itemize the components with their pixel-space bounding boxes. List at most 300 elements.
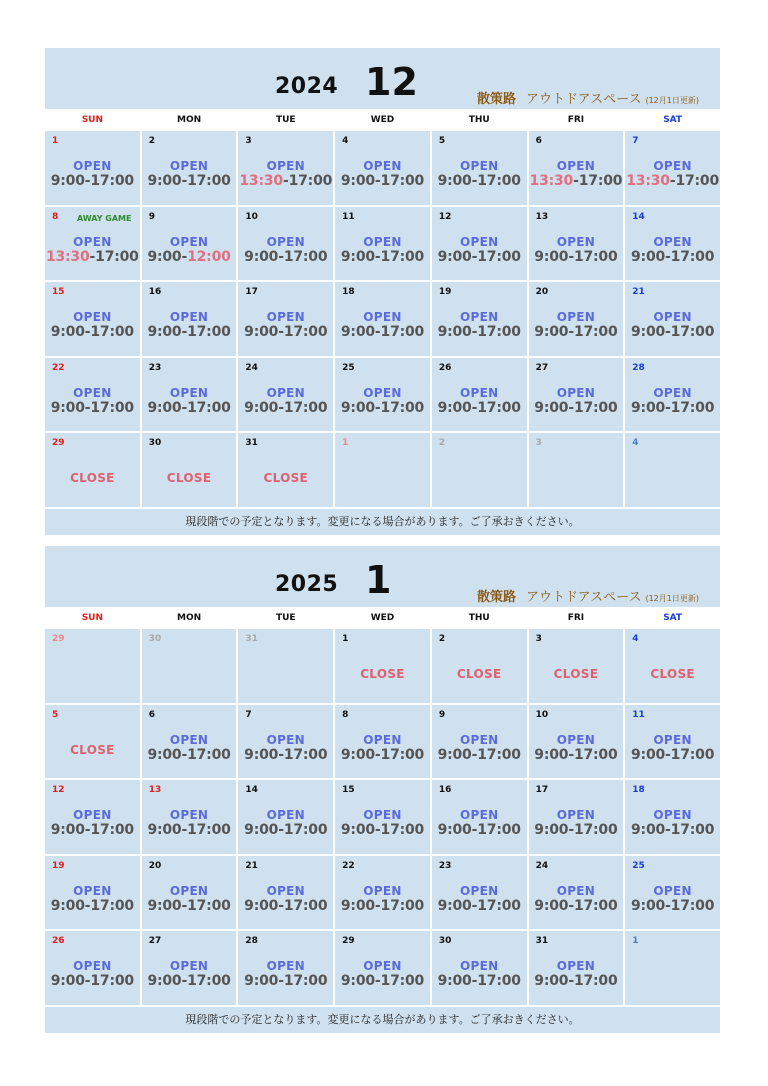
closing-time: 17:00 (670, 822, 715, 838)
venue-name: 散策路 (477, 92, 517, 107)
status-open: OPEN (653, 883, 692, 898)
day-number: 29 (52, 634, 65, 644)
opening-time: 9:00 (340, 399, 375, 416)
opening-hours (432, 324, 527, 340)
closing-time: 17:00 (670, 746, 715, 763)
closing-time: 17:00 (477, 897, 521, 914)
day-number: 21 (245, 860, 258, 871)
opening-hours (45, 822, 140, 838)
closing-time: 17:00 (573, 822, 618, 838)
opening-time: 9:00 (50, 973, 85, 989)
day-cell (625, 358, 720, 432)
time-separator: - (89, 248, 96, 265)
closing-time: 17:00 (283, 973, 328, 989)
closing-time: 17:00 (187, 324, 231, 340)
day-number: 6 (148, 709, 155, 720)
closing-time: 17:00 (380, 399, 425, 416)
closing-time: 17:00 (573, 973, 618, 989)
day-cell (529, 705, 624, 779)
opening-time: 9:00 (340, 746, 375, 763)
status-open: OPEN (266, 883, 305, 898)
closing-time: 17:00 (187, 897, 231, 914)
closing-time: 17:00 (670, 897, 715, 914)
opening-time: 9:00 (50, 399, 85, 416)
opening-hours (142, 747, 237, 763)
status-open: OPEN (653, 310, 692, 324)
day-cell (142, 131, 237, 205)
opening-hours (529, 898, 624, 914)
time-separator: - (374, 399, 381, 416)
day-number: 19 (438, 287, 452, 297)
time-separator: - (568, 248, 574, 265)
calendar-header (45, 48, 720, 109)
day-number: 18 (632, 785, 645, 795)
day-cell (238, 931, 333, 1005)
time-separator: - (278, 973, 284, 989)
day-cell (335, 931, 430, 1005)
closing-time: 17:00 (477, 822, 521, 838)
opening-hours (625, 324, 720, 340)
day-number: 29 (52, 438, 65, 448)
time-separator: - (374, 173, 381, 189)
status-open: OPEN (459, 883, 499, 898)
day-number: 4 (632, 634, 639, 644)
day-number: 31 (245, 438, 258, 448)
status-open: OPEN (73, 883, 112, 898)
day-number: 8 (52, 211, 59, 222)
day-cell (432, 856, 527, 930)
status-open: OPEN (459, 959, 499, 973)
day-cell (335, 282, 430, 356)
opening-time: 9:00 (244, 248, 279, 265)
day-cell (432, 780, 527, 854)
day-number: 25 (342, 362, 355, 373)
venue-label (477, 586, 699, 605)
day-cell (432, 358, 527, 432)
time-separator: - (278, 248, 284, 265)
day-number: 20 (148, 860, 162, 871)
day-cell (142, 705, 237, 779)
status-open: OPEN (73, 385, 112, 400)
status-open: OPEN (169, 385, 209, 400)
day-number: 25 (632, 860, 645, 871)
weekday-header-thu: THU (432, 111, 527, 129)
time-separator: - (665, 399, 671, 416)
day-cell (625, 780, 720, 854)
day-cell (432, 433, 527, 507)
opening-hours (529, 324, 624, 340)
status-open: OPEN (266, 310, 305, 324)
day-number: 17 (535, 785, 549, 795)
venue-label (477, 88, 699, 107)
day-cell (432, 131, 527, 205)
time-separator: - (471, 173, 478, 189)
day-number: 2 (438, 438, 446, 448)
status-open: OPEN (556, 808, 596, 822)
day-number: 30 (148, 634, 162, 644)
status-open: OPEN (169, 959, 209, 973)
weekday-header-tue: TUE (238, 609, 333, 627)
day-number: 15 (52, 287, 65, 297)
day-number: 31 (535, 936, 549, 946)
day-number: 10 (245, 211, 258, 222)
time-separator: - (568, 399, 574, 416)
closing-time: 17:00 (477, 324, 521, 340)
weekday-header-mon: MON (142, 111, 237, 129)
opening-time: 9:00 (50, 173, 85, 189)
day-number: 29 (342, 936, 355, 946)
closing-time: 17:00 (670, 324, 715, 340)
day-cell (142, 282, 237, 356)
day-cell (625, 705, 720, 779)
opening-time: 9:00 (50, 897, 85, 914)
time-separator: - (181, 973, 188, 989)
opening-time: 9:00 (631, 746, 666, 763)
status-open: OPEN (169, 808, 209, 822)
venue-space: アウトドアスペース (526, 92, 642, 107)
opening-hours (335, 822, 430, 838)
day-number: 26 (52, 936, 65, 946)
day-number: 23 (148, 362, 162, 373)
opening-time: 9:00 (244, 746, 279, 763)
weekday-header-thu: THU (432, 609, 527, 627)
time-separator: - (282, 173, 289, 189)
day-number: 9 (438, 709, 446, 720)
opening-time: 9:00 (534, 897, 569, 914)
opening-hours (625, 400, 720, 416)
day-number: 3 (535, 438, 542, 448)
venue-space: アウトドアスペース (526, 590, 642, 605)
opening-hours (142, 898, 237, 914)
day-cell (529, 629, 624, 703)
status-close: CLOSE (166, 471, 212, 485)
status-open: OPEN (556, 883, 596, 898)
time-separator: - (374, 822, 381, 838)
day-cell (238, 705, 333, 779)
closing-time: 17:00 (578, 173, 623, 189)
status-open: OPEN (169, 159, 209, 173)
time-separator: - (471, 973, 478, 989)
closing-time: 17:00 (283, 248, 328, 265)
updated-note: (12月1日更新) (645, 96, 699, 105)
closing-time: 17:00 (573, 746, 618, 763)
closing-time: 17:00 (187, 173, 231, 189)
closing-time: 17:00 (380, 746, 425, 763)
day-cell (529, 207, 624, 281)
status-close: CLOSE (360, 667, 405, 681)
calendar-month: 1 (365, 558, 392, 602)
opening-time: 9:00 (340, 173, 375, 189)
status-open: OPEN (653, 732, 692, 747)
day-number: 13 (535, 211, 549, 222)
opening-hours (529, 249, 624, 265)
opening-time: 9:00 (631, 822, 666, 838)
status-open: OPEN (73, 310, 112, 324)
day-number: 30 (148, 438, 162, 448)
day-number: 15 (342, 785, 355, 795)
day-number: 18 (342, 287, 355, 297)
status-open: OPEN (653, 159, 692, 173)
day-number: 20 (535, 287, 549, 297)
closing-time: 17:00 (670, 248, 715, 265)
day-number: 5 (438, 136, 446, 146)
opening-hours (335, 400, 430, 416)
status-open: OPEN (459, 159, 499, 173)
day-number: 12 (438, 211, 452, 222)
status-open: OPEN (459, 310, 499, 324)
closing-time: 17:00 (573, 399, 618, 416)
day-number: 27 (148, 936, 162, 946)
status-open: OPEN (653, 808, 692, 822)
opening-time: 9:00 (147, 746, 182, 763)
opening-time: 9:00 (631, 897, 666, 914)
opening-time: 13:30 (45, 248, 90, 265)
day-number: 14 (632, 211, 645, 222)
closing-time: 17:00 (380, 324, 425, 340)
day-number: 2 (148, 136, 155, 146)
opening-hours (529, 973, 624, 989)
opening-hours (238, 400, 333, 416)
time-separator: - (471, 324, 478, 340)
time-separator: - (181, 399, 188, 416)
status-open: OPEN (169, 883, 209, 898)
status-open: OPEN (266, 732, 305, 747)
opening-hours (529, 747, 624, 763)
opening-time: 9:00 (437, 173, 472, 189)
day-cell (432, 705, 527, 779)
closing-time: 17:00 (283, 822, 328, 838)
opening-time: 9:00 (147, 897, 182, 914)
day-number: 16 (438, 785, 452, 795)
opening-hours (432, 973, 527, 989)
day-number: 16 (148, 287, 162, 297)
closing-time: 17:00 (187, 399, 231, 416)
time-separator: - (665, 746, 671, 763)
opening-hours (625, 747, 720, 763)
day-number: 10 (535, 709, 549, 720)
time-separator: - (568, 897, 574, 914)
day-cell (142, 207, 237, 281)
closing-time: 17:00 (670, 399, 715, 416)
opening-hours (45, 324, 140, 340)
day-number: 23 (438, 860, 452, 871)
status-open: OPEN (73, 808, 112, 822)
status-open: OPEN (169, 310, 209, 324)
status-open: OPEN (73, 159, 112, 173)
closing-time: 17:00 (477, 248, 521, 265)
closing-time: 17:00 (477, 973, 521, 989)
opening-hours (625, 173, 720, 189)
opening-time: 9:00 (147, 973, 182, 989)
closing-time: 17:00 (283, 324, 328, 340)
day-cell (45, 931, 140, 1005)
time-separator: - (665, 897, 671, 914)
opening-hours (432, 747, 527, 763)
day-cell (432, 931, 527, 1005)
day-number: 28 (632, 362, 645, 373)
opening-hours (142, 324, 237, 340)
status-open: OPEN (556, 385, 596, 400)
time-separator: - (278, 822, 284, 838)
status-open: OPEN (363, 959, 402, 973)
time-separator: - (374, 324, 381, 340)
opening-hours (45, 400, 140, 416)
time-separator: - (665, 324, 671, 340)
opening-time: 9:00 (147, 173, 182, 189)
status-open: OPEN (556, 310, 596, 324)
closing-time: 17:00 (573, 248, 618, 265)
calendar-header (45, 546, 720, 607)
day-cell (335, 433, 430, 507)
day-number: 2 (438, 634, 446, 644)
day-number: 11 (632, 709, 645, 720)
opening-time: 9:00 (631, 324, 666, 340)
day-number: 1 (342, 438, 349, 448)
day-cell (238, 207, 333, 281)
closing-time: 17:00 (477, 173, 521, 189)
opening-hours (335, 973, 430, 989)
opening-time: 9:00 (631, 399, 666, 416)
day-number: 4 (342, 136, 349, 146)
weekday-header-sat: SAT (625, 609, 720, 627)
weekday-header-mon: MON (142, 609, 237, 627)
time-separator: - (84, 973, 91, 989)
opening-hours (432, 400, 527, 416)
status-open: OPEN (363, 385, 402, 400)
opening-time: 9:00 (437, 324, 472, 340)
opening-time: 9:00 (147, 399, 182, 416)
status-open: OPEN (459, 732, 499, 747)
closing-time: 17:00 (380, 822, 425, 838)
opening-time: 9:00 (244, 399, 279, 416)
day-cell (335, 358, 430, 432)
weekday-header-fri: FRI (529, 609, 624, 627)
closing-time: 17:00 (380, 173, 425, 189)
opening-hours (625, 249, 720, 265)
status-open: OPEN (363, 732, 402, 747)
status-open: OPEN (363, 883, 402, 898)
status-open: OPEN (556, 234, 596, 249)
closing-time: 17:00 (283, 399, 328, 416)
time-separator: - (374, 973, 381, 989)
weekday-header-fri: FRI (529, 111, 624, 129)
time-separator: - (84, 324, 91, 340)
day-cell (529, 282, 624, 356)
opening-time: 9:00 (340, 248, 375, 265)
opening-time: 9:00 (437, 746, 472, 763)
time-separator: - (181, 324, 188, 340)
opening-hours (335, 747, 430, 763)
opening-time: 9:00 (244, 973, 279, 989)
status-open: OPEN (556, 159, 596, 173)
day-cell (45, 282, 140, 356)
time-separator: - (278, 324, 284, 340)
opening-time: 9:00 (437, 399, 472, 416)
day-cell (529, 931, 624, 1005)
opening-hours (142, 400, 237, 416)
day-number: 17 (245, 287, 258, 297)
time-separator: - (471, 897, 478, 914)
opening-time: 9:00 (437, 248, 472, 265)
day-cell (45, 207, 140, 281)
opening-hours (335, 324, 430, 340)
opening-time: 9:00 (534, 399, 569, 416)
closing-time: 17:00 (90, 897, 134, 914)
day-cell (45, 358, 140, 432)
calendar-january (45, 546, 720, 1033)
opening-time: 9:00 (534, 822, 569, 838)
day-cell (335, 131, 430, 205)
closing-time: 17:00 (380, 897, 425, 914)
day-cell (625, 931, 720, 1005)
time-separator: - (84, 897, 91, 914)
day-number: 4 (632, 438, 639, 448)
status-open: OPEN (653, 385, 692, 400)
opening-time: 9:00 (534, 746, 569, 763)
weekday-header-sat: SAT (625, 111, 720, 129)
day-number: 11 (342, 211, 355, 222)
opening-hours (432, 249, 527, 265)
closing-time: 17:00 (95, 248, 139, 265)
day-cell (142, 358, 237, 432)
day-number: 22 (342, 860, 355, 871)
day-number: 19 (52, 860, 65, 871)
time-separator: - (573, 173, 579, 189)
day-cell (432, 282, 527, 356)
status-open: OPEN (556, 959, 596, 973)
opening-hours (529, 822, 624, 838)
venue-name: 散策路 (477, 590, 517, 605)
closing-time: 12:00 (187, 248, 231, 265)
day-number: 7 (245, 709, 252, 720)
time-separator: - (665, 248, 671, 265)
closing-time: 17:00 (380, 248, 425, 265)
closing-time: 17:00 (288, 173, 333, 189)
time-separator: - (181, 822, 188, 838)
closing-time: 17:00 (675, 173, 720, 189)
closing-time: 17:00 (573, 324, 618, 340)
status-open: OPEN (556, 732, 596, 747)
status-open: OPEN (653, 234, 692, 249)
status-open: OPEN (459, 234, 499, 249)
status-open: OPEN (363, 310, 402, 324)
status-open: OPEN (459, 808, 499, 822)
time-separator: - (84, 399, 91, 416)
day-number: 24 (535, 860, 549, 871)
calendar-year: 2025 (275, 572, 339, 597)
time-separator: - (181, 897, 188, 914)
day-cell (142, 856, 237, 930)
status-open: OPEN (169, 234, 209, 249)
time-separator: - (471, 248, 478, 265)
closing-time: 17:00 (90, 324, 134, 340)
day-number: 14 (245, 785, 258, 795)
day-cell (238, 780, 333, 854)
day-cell (238, 358, 333, 432)
opening-hours (238, 898, 333, 914)
day-cell (45, 433, 140, 507)
day-cell (45, 629, 140, 703)
day-number: 3 (535, 634, 542, 644)
time-separator: - (181, 248, 188, 265)
calendar-year: 2024 (275, 74, 339, 99)
status-open: OPEN (266, 808, 305, 822)
status-open: OPEN (363, 159, 402, 173)
closing-time: 17:00 (187, 973, 231, 989)
opening-time: 9:00 (534, 248, 569, 265)
day-cell (432, 629, 527, 703)
opening-time: 9:00 (147, 822, 182, 838)
